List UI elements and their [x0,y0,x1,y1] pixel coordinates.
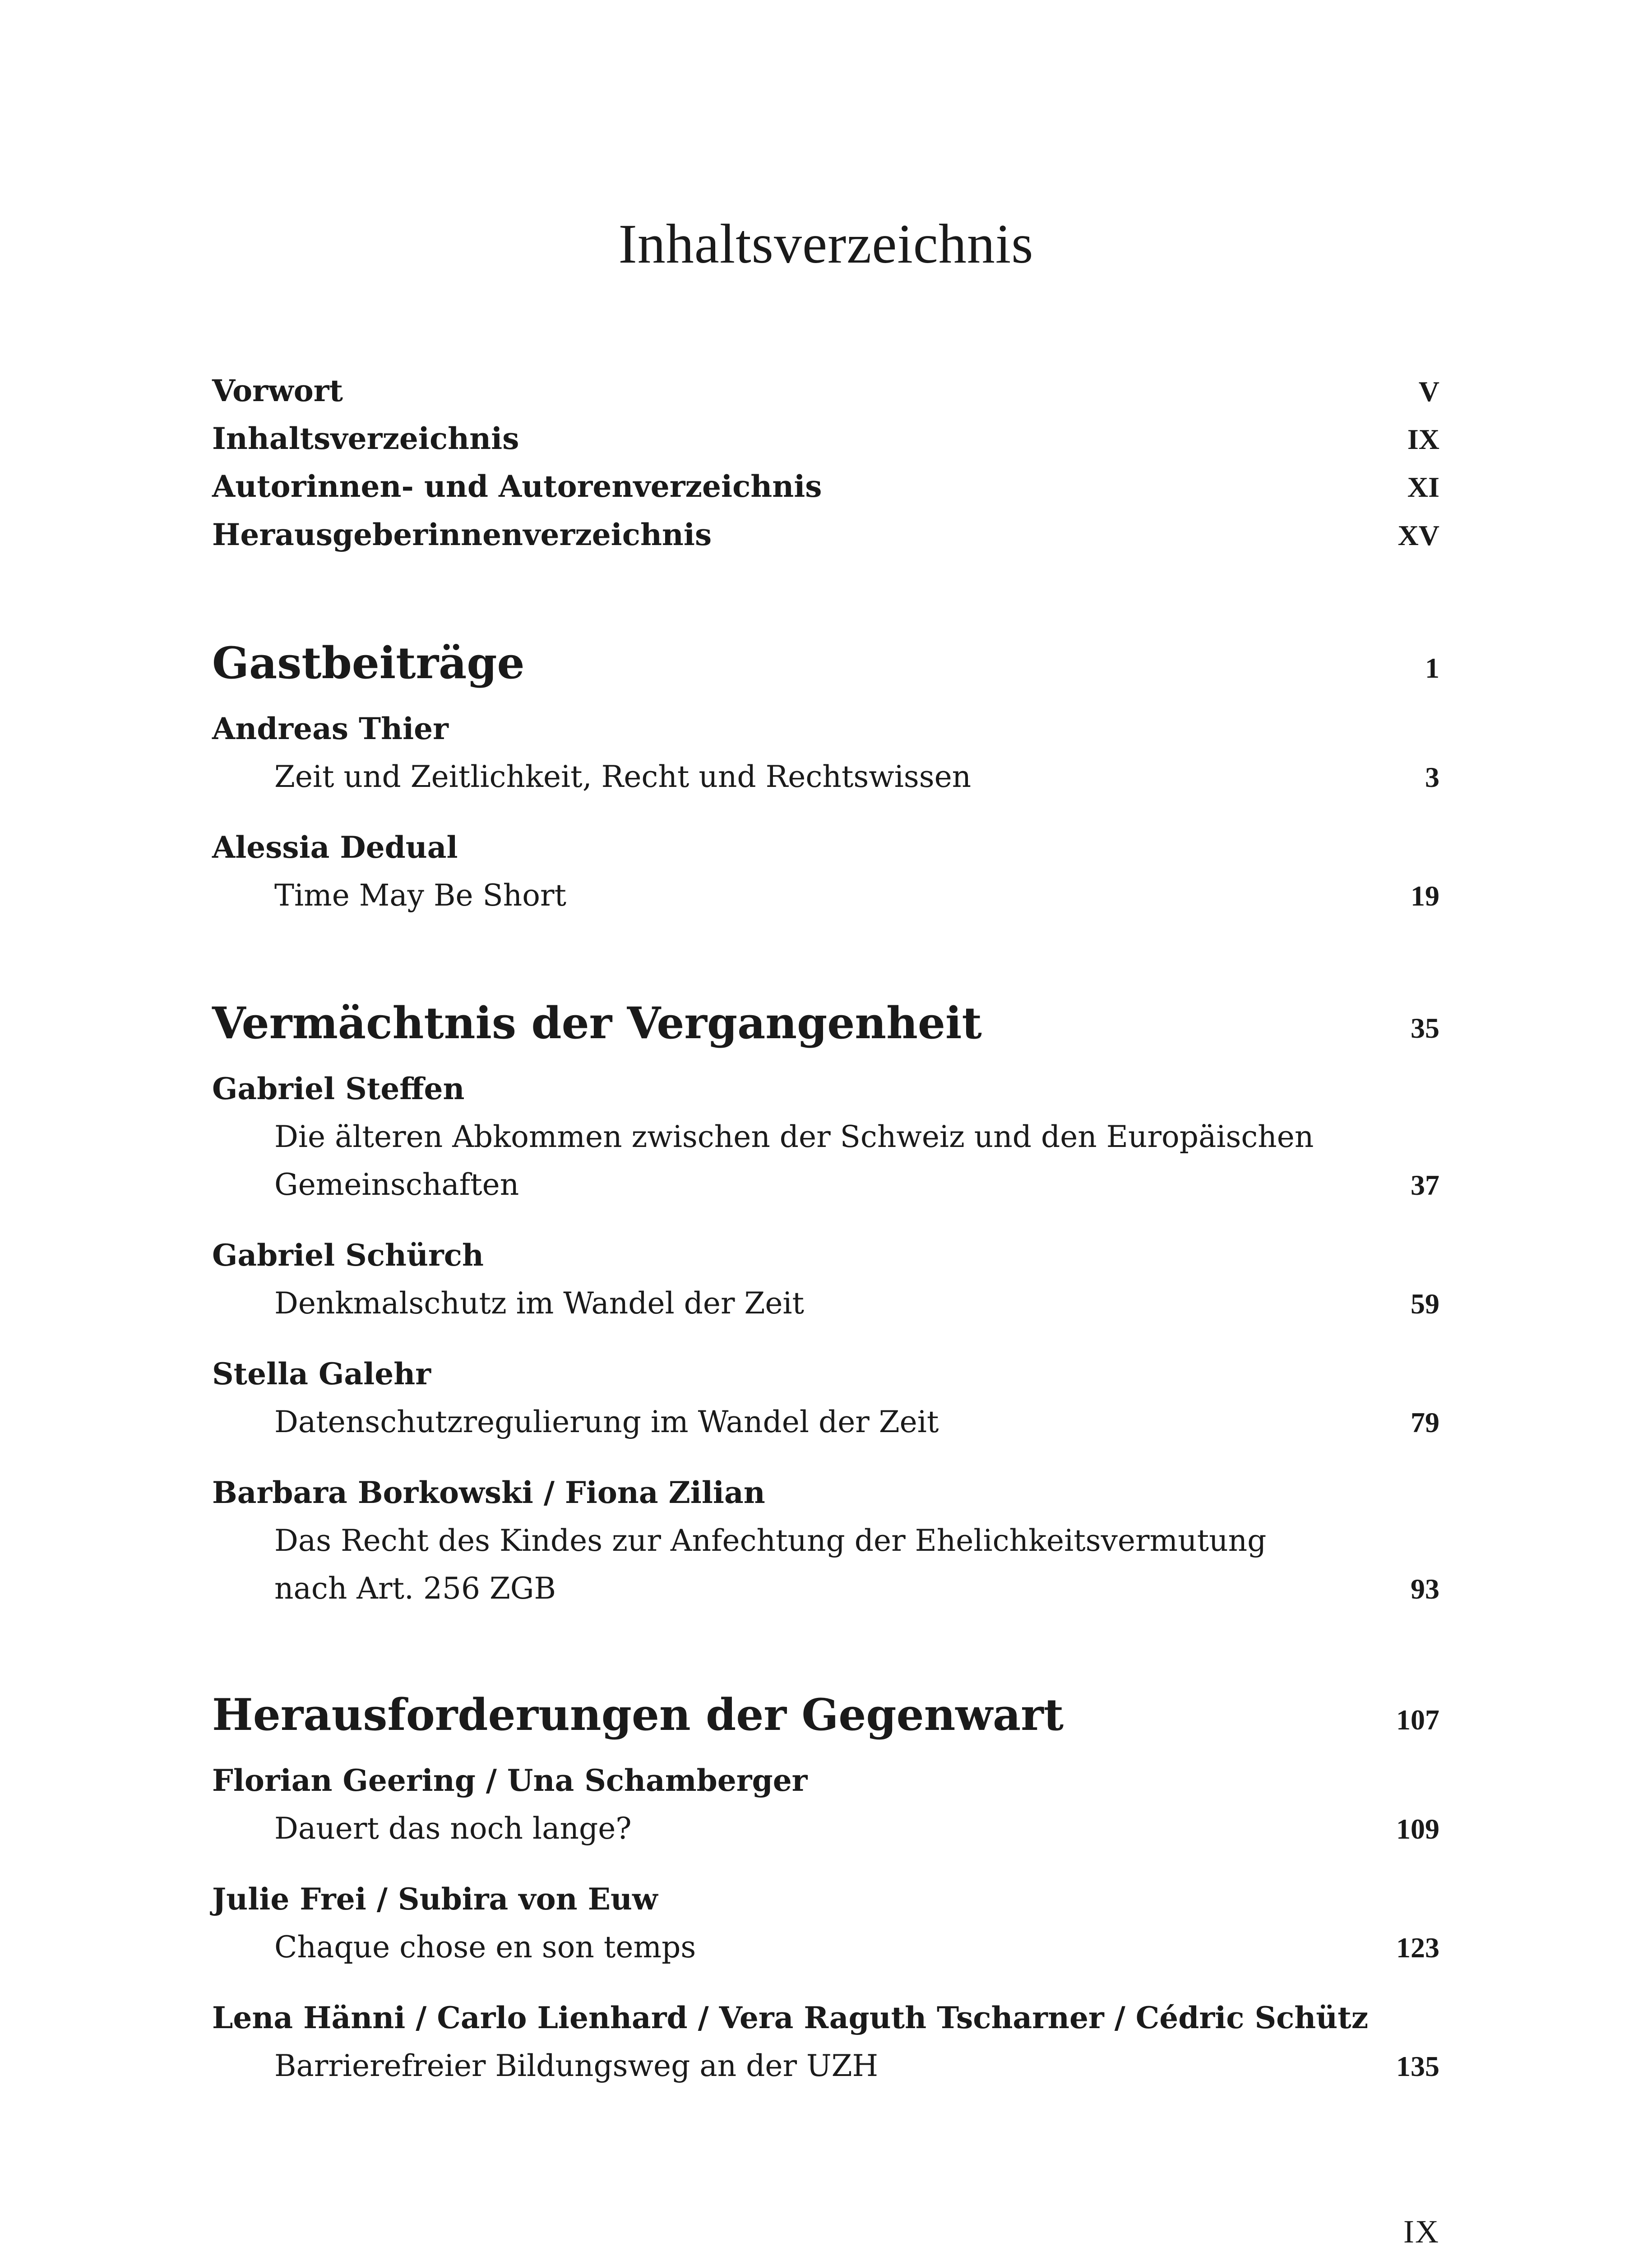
entry-authors: Andreas Thier [212,711,449,746]
entry-title: Zeit und Zeitlichkeit, Recht und Rechtswissen [274,759,972,794]
toc-entry-authors [212,1995,1439,2044]
entry-title: Die älteren Abkommen zwischen der Schweiz und den Europäischen [274,1119,1314,1154]
entry-authors: Stella Galehr [212,1356,431,1392]
toc-entry-title[interactable] [212,1399,1439,1448]
entry-page: 59 [1411,1288,1439,1320]
entry-authors: Alessia Dedual [212,830,458,865]
entry-label: Herausgeberinnenverzeichnis [212,517,712,552]
entry-page: 37 [1411,1169,1439,1201]
toc-section-heading[interactable] [212,992,1439,1055]
toc-entry-title[interactable] [212,2043,1439,2092]
toc-entry-authors [212,1470,1439,1519]
toc-front-entry[interactable] [212,463,1439,513]
entry-page: 109 [1396,1813,1439,1845]
entry-page: IX [1407,423,1439,455]
entry-page: 19 [1411,880,1439,912]
entry-page: 135 [1396,2050,1439,2082]
toc-front-entry[interactable] [212,512,1439,561]
entry-authors: Barbara Borkowski / Fiona Zilian [212,1475,765,1510]
section-title: Vermächtnis der Vergangenheit [212,998,982,1049]
toc-entry-authors [212,1757,1439,1807]
entry-authors: Gabriel Schürch [212,1238,484,1273]
section-page: 107 [1396,1704,1439,1736]
toc-entry-authors [212,824,1439,874]
entry-authors: Florian Geering / Una Schamberger [212,1763,808,1798]
entry-page: XI [1407,471,1439,503]
toc-entry-authors [212,1876,1439,1926]
entry-page: 93 [1411,1573,1439,1605]
entry-page: XV [1397,519,1439,551]
toc-entry-title[interactable] [212,1805,1439,1855]
toc-entry-title[interactable] [212,872,1439,922]
section-page: 35 [1411,1012,1439,1044]
toc-front-entry[interactable] [212,368,1439,417]
toc-entry-title[interactable] [212,1161,1439,1211]
entry-title: Barrierefreier Bildungsweg an der UZH [274,2048,879,2083]
toc-entry-title[interactable] [212,1924,1439,1974]
entry-title: Dauert das noch lange? [274,1811,632,1846]
entry-authors: Julie Frei / Subira von Euw [212,1882,658,1917]
toc-entry-title[interactable] [212,1565,1439,1615]
toc-entry-authors [212,1232,1439,1282]
entry-page: 123 [1396,1932,1439,1964]
toc-entry-title[interactable] [212,1517,1439,1567]
entry-title: Das Recht des Kindes zur Anfechtung der Ehelichkeitsvermutung [274,1523,1267,1558]
section-title: Herausforderungen der Gegenwart [212,1689,1064,1740]
entry-authors: Gabriel Steffen [212,1071,465,1106]
entry-label: Vorwort [212,373,343,408]
toc-section-heading[interactable] [212,632,1439,695]
section-title: Gastbeiträge [212,638,525,689]
toc-front-entry[interactable] [212,416,1439,465]
entry-title: Chaque chose en son temps [274,1930,696,1965]
entry-label: Autorinnen- und Autorenverzeichnis [212,469,822,504]
toc-entry-authors [212,1066,1439,1115]
entry-title: nach Art. 256 ZGB [274,1571,556,1606]
entry-authors: Lena Hänni / Carlo Lienhard / Vera Raguth Tscharner / Cédric Schütz [212,2000,1369,2035]
entry-title: Gemeinschaften [274,1167,519,1202]
toc-entry-title[interactable] [212,754,1439,803]
toc-entry-title[interactable] [212,1280,1439,1330]
toc-section-heading[interactable] [212,1683,1439,1747]
entry-title: Time May Be Short [274,878,567,913]
entry-title: Denkmalschutz im Wandel der Zeit [274,1286,805,1321]
entry-page: 3 [1425,761,1439,793]
page-number: IX [1403,2214,1439,2250]
page-title: Inhaltsverzeichnis [618,213,1034,275]
entry-page: 79 [1411,1406,1439,1438]
section-page: 1 [1425,652,1439,684]
toc-entry-authors [212,1351,1439,1401]
toc-entry-authors [212,706,1439,755]
entry-page: V [1418,375,1439,407]
entry-title: Datenschutzregulierung im Wandel der Zeit [274,1405,939,1439]
toc-entry-title[interactable] [212,1114,1439,1163]
entry-label: Inhaltsverzeichnis [212,421,519,456]
